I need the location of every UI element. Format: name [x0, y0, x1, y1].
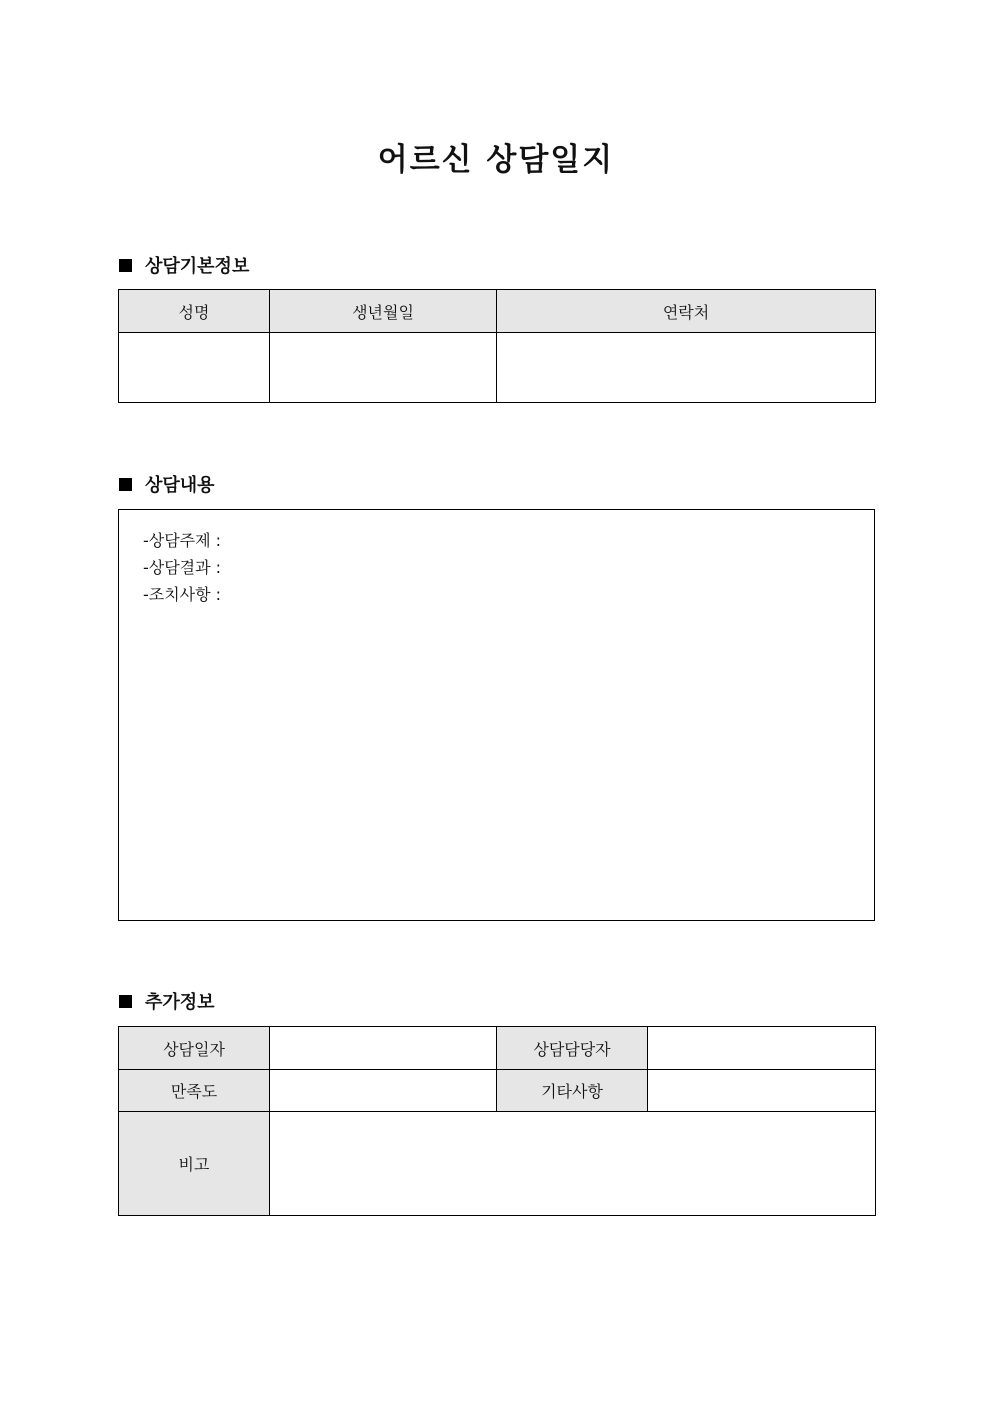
- square-bullet-icon: [119, 478, 132, 491]
- section-heading-label: 상담내용: [145, 475, 215, 496]
- square-bullet-icon: [119, 995, 132, 1008]
- table-row: [119, 1027, 876, 1070]
- satisfaction-field[interactable]: [270, 1070, 497, 1112]
- name-field[interactable]: [119, 333, 270, 403]
- consultation-manager-label: 상담담당자: [497, 1027, 648, 1070]
- consultation-date-label: 상담일자: [119, 1027, 270, 1070]
- section-heading-consultation: [119, 472, 215, 496]
- consultation-manager-field[interactable]: [648, 1027, 876, 1070]
- table-row: [119, 1112, 876, 1216]
- action-taken-line: -조치사항 :: [143, 585, 222, 604]
- remarks-field[interactable]: [270, 1112, 876, 1216]
- section-heading-basic-info: [119, 253, 249, 277]
- consultation-result-line: -상담결과 :: [143, 558, 222, 577]
- other-notes-label: 기타사항: [497, 1070, 648, 1112]
- contact-field[interactable]: [497, 333, 876, 403]
- remarks-label: 비고: [119, 1112, 270, 1216]
- square-bullet-icon: [119, 259, 132, 272]
- section-heading-additional-info: [119, 989, 215, 1013]
- section-heading-label: 추가정보: [145, 992, 215, 1013]
- other-notes-field[interactable]: [648, 1070, 876, 1112]
- consultation-date-field[interactable]: [270, 1027, 497, 1070]
- consultation-topic-line: -상담주제 :: [143, 531, 222, 550]
- additional-info-table: [118, 1026, 876, 1216]
- column-header-birthdate: 생년월일: [270, 290, 497, 333]
- column-header-contact: 연락처: [497, 290, 876, 333]
- table-header-row: [119, 290, 876, 333]
- page-title: 어르신 상담일지: [377, 142, 615, 178]
- basic-info-table: [118, 289, 876, 403]
- birthdate-field[interactable]: [270, 333, 497, 403]
- table-row: [119, 1070, 876, 1112]
- column-header-name: 성명: [119, 290, 270, 333]
- section-heading-label: 상담기본정보: [145, 256, 250, 277]
- table-row: [119, 333, 876, 403]
- consultation-content-box[interactable]: [118, 509, 875, 921]
- satisfaction-label: 만족도: [119, 1070, 270, 1112]
